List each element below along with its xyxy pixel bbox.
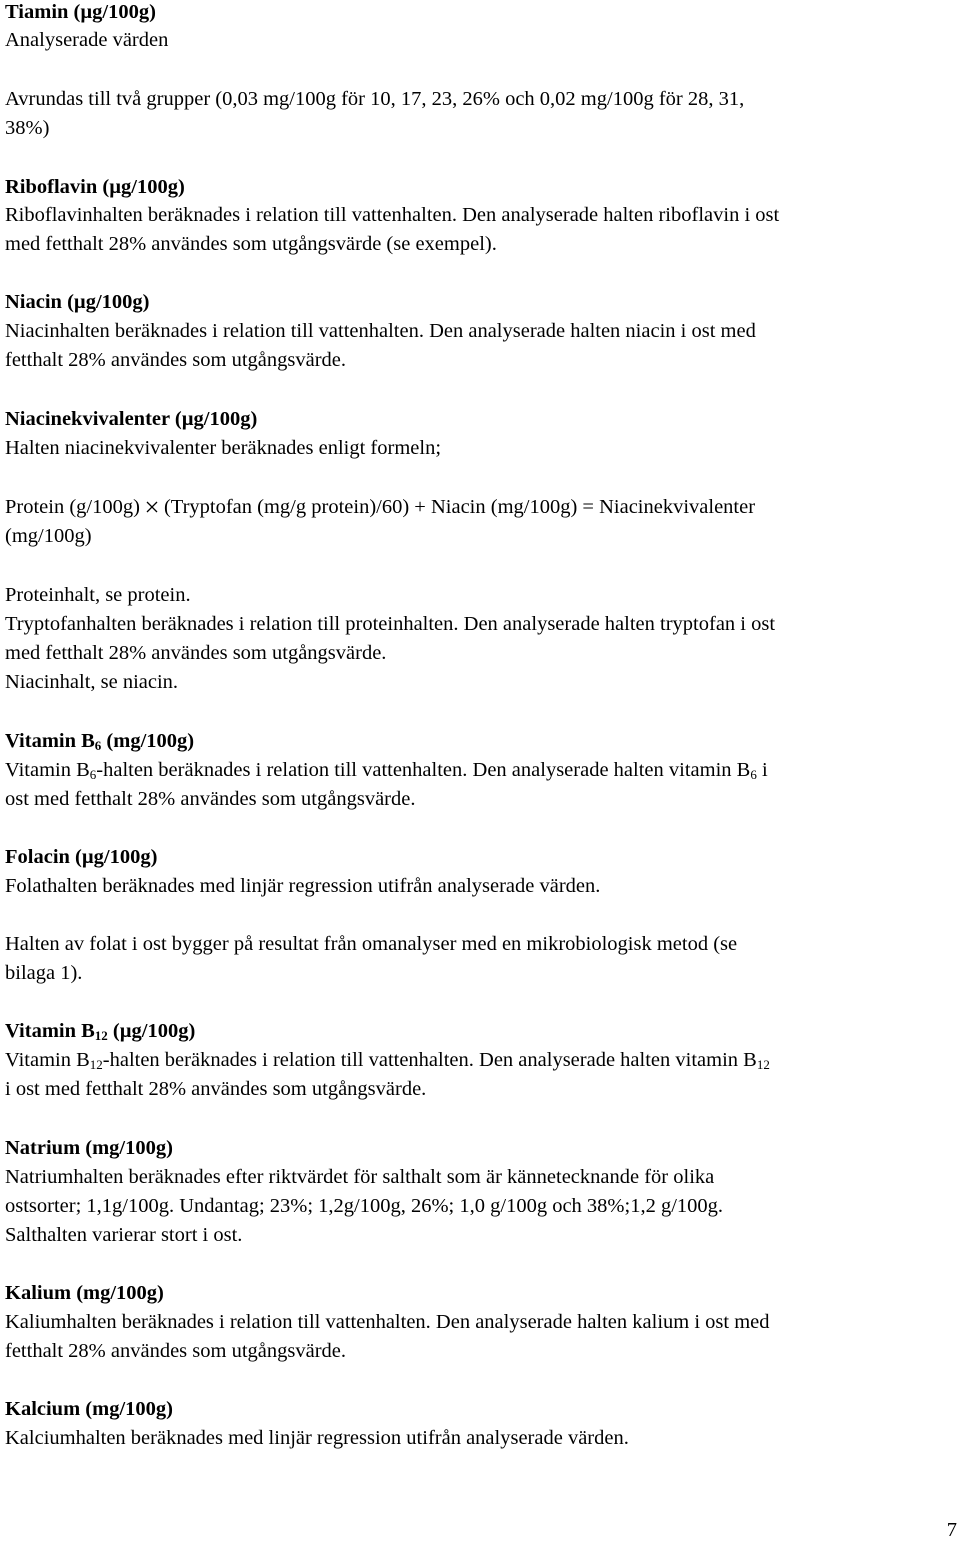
b12-heading: Vitamin $B_{12}$ (µg/100g) xyxy=(5,1020,196,1043)
niacin-heading: Niacin (µg/100g) xyxy=(5,291,150,313)
folacin-text: Halten av folat i ost bygger på resultat från omanalyser med en mikrobiologisk metod (se xyxy=(5,933,738,955)
folacin-heading: Folacin (µg/100g) xyxy=(5,846,158,868)
formula-protein: Protein (g/100g) xyxy=(5,496,140,518)
niacinekv-text: Proteinhalt, se protein. xyxy=(5,584,191,606)
natrium-text: Natriumhalten beräknades efter riktvärdet för salthalt som är kännetecknande för olika xyxy=(5,1166,715,1188)
kalium-text: Kaliumhalten beräknades i relation till vattenhalten. Den analyserade halten kalium i ost med xyxy=(5,1311,770,1333)
niacin-text: fetthalt 28% användes som utgångsvärde. xyxy=(5,349,347,371)
natrium-text: Salthalten varierar stort i ost. xyxy=(5,1224,243,1246)
tiamin-text: Analyserade värden xyxy=(5,29,169,51)
niacinekv-text: med fetthalt 28% användes som utgångsvärde. xyxy=(5,642,387,664)
folacin-text: Folathalten beräknades med linjär regression utifrån analyserade värden. xyxy=(5,875,601,897)
formula-unit: (mg/100g) xyxy=(5,525,92,547)
page-number: 7 xyxy=(946,1519,957,1541)
kalium-heading: Kalium (mg/100g) xyxy=(5,1282,164,1304)
tiamin-text: 38%) xyxy=(5,117,50,139)
tiamin-heading: Tiamin (µg/100g) xyxy=(5,1,156,23)
niacinekv-text: Halten niacinekvivalenter beräknades enligt formeln; xyxy=(5,437,442,459)
niacinekv-text: Niacinhalt, se niacin. xyxy=(5,671,179,693)
formula-rest: (Tryptofan (mg/g protein)/60) + Niacin (mg/100g) = Niacinekvivalenter xyxy=(163,496,756,518)
b12-text: i ost med fetthalt 28% användes som utgångsvärde. xyxy=(5,1078,427,1100)
b6-text: ost med fetthalt 28% användes som utgångsvärde. xyxy=(5,788,416,810)
niacinekv-text: Tryptofanhalten beräknades i relation till proteinhalten. Den analyserade halten tryptofan i ost xyxy=(5,613,776,635)
natrium-text: ostsorter; 1,1g/100g. Undantag; 23%; 1,2g/100g, 26%; 1,0 g/100g och 38%;1,2 g/100g. xyxy=(5,1195,724,1217)
folacin-text: bilaga 1). xyxy=(5,962,83,984)
b6-text: Vitamin $B_6$-halten beräknades i relation till vattenhalten. Den analyserade halten vitamin $B_6$ i xyxy=(5,759,768,782)
kalcium-text: Kalciumhalten beräknades med linjär regression utifrån analyserade värden. xyxy=(5,1427,629,1449)
b6-heading: Vitamin $B_6$ (mg/100g) xyxy=(5,730,195,753)
formula xyxy=(5,495,755,519)
tiamin-text: Avrundas till två grupper (0,03 mg/100g för 10, 17, 23, 26% och 0,02 mg/100g för 28, 31, xyxy=(5,88,745,110)
multiply-icon xyxy=(145,500,159,514)
natrium-heading: Natrium (mg/100g) xyxy=(5,1137,173,1159)
riboflavin-heading: Riboflavin (µg/100g) xyxy=(5,176,185,198)
niacinekv-heading: Niacinekvivalenter (µg/100g) xyxy=(5,408,258,430)
niacin-text: Niacinhalten beräknades i relation till vattenhalten. Den analyserade halten niacin i ost med xyxy=(5,320,756,342)
b12-text: Vitamin $B_{12}$-halten beräknades i relation till vattenhalten. Den analyserade halten vitamin $B_{12}$ xyxy=(5,1049,770,1072)
kalium-text: fetthalt 28% användes som utgångsvärde. xyxy=(5,1340,347,1362)
riboflavin-text: med fetthalt 28% användes som utgångsvärde (se exempel). xyxy=(5,233,497,255)
riboflavin-text: Riboflavinhalten beräknades i relation till vattenhalten. Den analyserade halten riboflavin i ost xyxy=(5,204,780,226)
kalcium-heading: Kalcium (mg/100g) xyxy=(5,1398,173,1420)
